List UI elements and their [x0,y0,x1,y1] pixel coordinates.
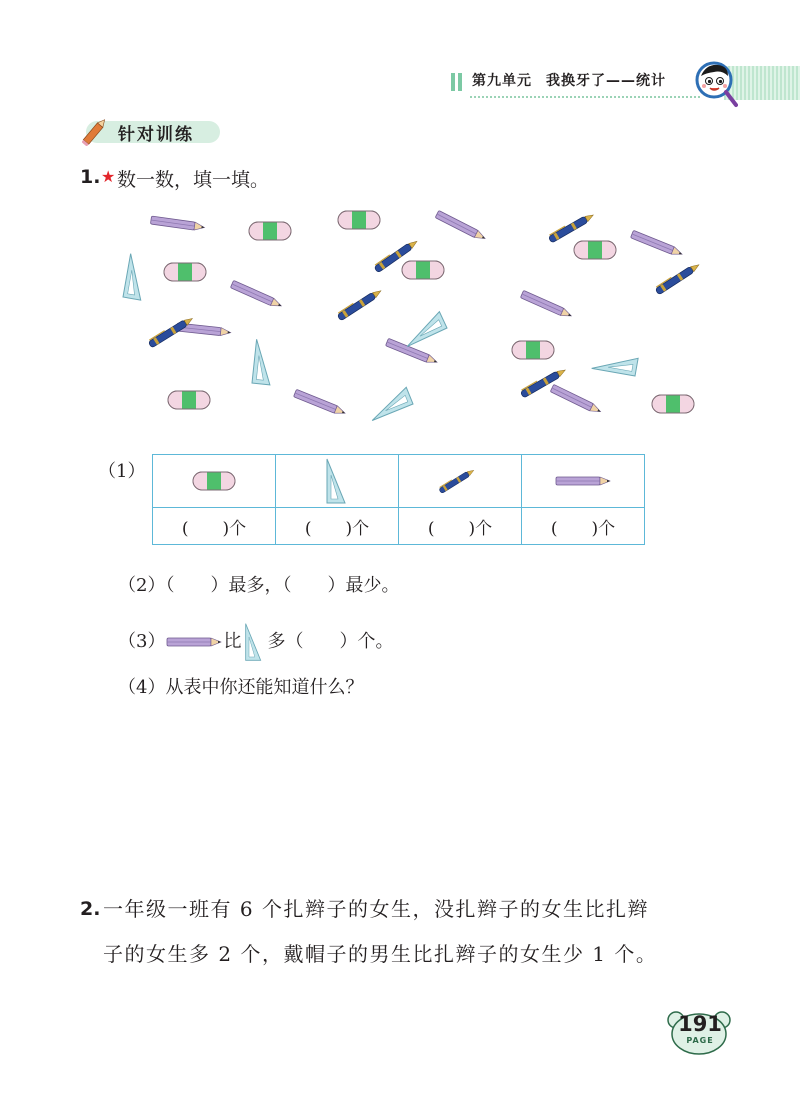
pencil-icon [552,474,614,488]
question-1-number: 1. [80,166,101,188]
count-blank-pencil[interactable]: ( )个 [522,508,645,545]
pencil-icon [550,384,602,415]
pencil-icon [520,290,573,319]
triangle-ruler-icon [365,387,413,420]
triangle-ruler-icon [325,457,349,505]
table-header-pen [399,455,522,508]
subquestion-3-prefix: （3） [118,631,166,652]
stationery-scatter-picture [95,200,715,440]
question-1-prompt: 数一数，填一填。 [117,169,270,191]
count-blank-triangle[interactable]: ( )个 [276,508,399,545]
subquestion-1-label: （1） [98,461,146,482]
triangle-ruler-icon [123,254,148,300]
eraser-icon [512,341,554,359]
page-word: PAGE [686,1036,714,1045]
eraser-icon [574,241,616,259]
count-blank-eraser[interactable]: ( )个 [153,508,276,545]
pencil-icon [230,280,283,309]
eraser-icon [338,211,380,229]
subquestion-3-compare: 比 [223,631,242,652]
subquestion-4: （4）从表中你还能知道什么？ [118,677,364,698]
header-divider [470,96,700,98]
page-number: 191 [678,1012,722,1036]
pencil-icon [294,389,347,417]
unit-title: 我换牙了——统计 [546,73,666,89]
pencil-icon [150,216,205,231]
pencil-icon [165,635,223,649]
table-header-pencil [522,455,645,508]
subquestion-2: （2）（ ）最多，（ ）最少。 [118,575,400,596]
eraser-icon [652,395,694,413]
eraser-icon [164,263,206,281]
question-2-text-line-2: 子的女生多 2 个，戴帽子的男生比扎辫子的女生少 1 个。 [103,942,658,966]
unit-label: 第九单元 [472,73,532,89]
pen-icon [437,464,483,498]
count-blank-pen[interactable]: ( )个 [399,508,522,545]
pencil-icon [435,210,487,242]
count-table [152,454,645,545]
question-2-text-line-1: 一年级一班有 6 个扎辫子的女生，没扎辫子的女生比扎辫 [103,897,649,921]
subquestion-3 [118,622,393,662]
mascot-magnifier-icon [694,60,738,108]
pen-icon [548,211,595,243]
table-header-eraser [153,455,276,508]
pen-icon [655,261,701,295]
star-icon: ★ [101,167,116,186]
header-accent-bars [451,73,465,95]
triangle-ruler-icon [241,622,267,662]
pencil-icon [631,230,684,258]
eraser-icon [249,222,291,240]
triangle-ruler-icon [400,312,447,347]
triangle-ruler-icon [592,351,638,376]
pen-icon [337,287,383,321]
table-header-triangle [276,455,399,508]
section-title: 针对训练 [118,125,194,145]
header-title [472,70,666,90]
question-2-number: 2. [80,898,101,920]
subquestion-3-suffix: 多（ ）个。 [267,631,394,652]
triangle-ruler-icon [252,339,275,385]
eraser-icon [402,261,444,279]
eraser-icon [190,470,238,492]
eraser-icon [168,391,210,409]
